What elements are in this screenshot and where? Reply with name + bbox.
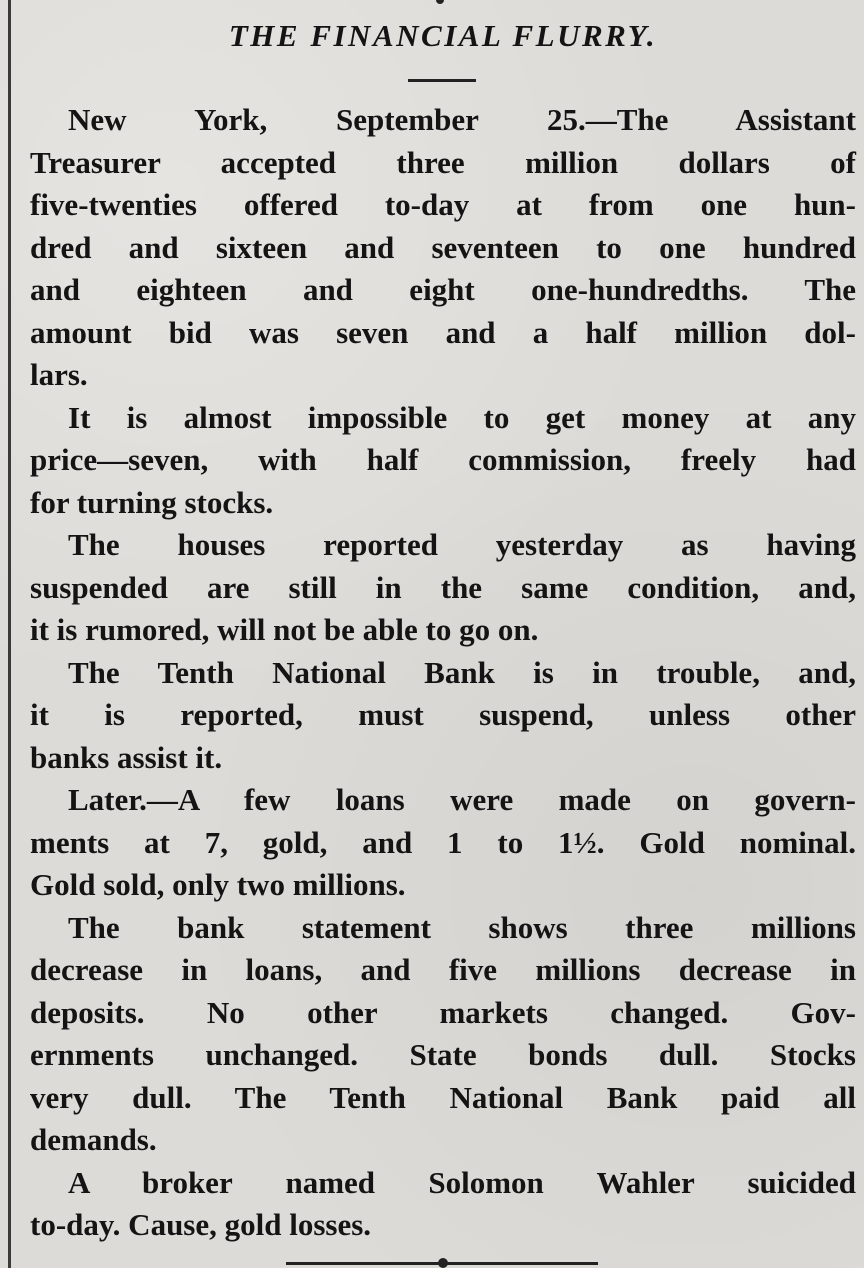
text-line: ernments unchanged. State bonds dull. Stocks	[30, 1037, 856, 1072]
headline-divider	[408, 79, 476, 82]
text-line: lars.	[30, 357, 88, 392]
text-line: five-twenties offered to-day at from one hun-	[30, 187, 856, 222]
text-line: New York, September 25.—The Assistant	[68, 102, 856, 137]
text-line: decrease in loans, and five millions decrease in	[30, 952, 856, 987]
text-line: to-day. Cause, gold losses.	[30, 1207, 372, 1242]
paragraph	[30, 907, 856, 1162]
paragraph	[30, 1162, 856, 1247]
paragraph	[30, 397, 856, 525]
paragraph	[30, 524, 856, 652]
text-line: demands.	[30, 1122, 157, 1157]
text-line: The houses reported yesterday as having	[68, 527, 856, 562]
text-line: price—seven, with half commission, freely had	[30, 442, 856, 477]
text-line: Later.—A few loans were made on govern-	[68, 782, 856, 817]
paragraph	[30, 652, 856, 780]
text-line: Gold sold, only two millions.	[30, 867, 406, 902]
text-line: The Tenth National Bank is in trouble, and,	[68, 654, 856, 690]
text-line: dred and sixteen and seventeen to one hundred	[30, 229, 856, 265]
text-line: banks assist it.	[30, 739, 223, 775]
text-line: it is reported, must suspend, unless other	[30, 697, 856, 732]
text-line: suspended are still in the same condition, and,	[30, 569, 856, 605]
top-ornament	[436, 0, 444, 4]
text-line: A broker named Solomon Wahler suicided	[68, 1164, 856, 1200]
text-line: Treasurer accepted three million dollars of	[30, 144, 856, 180]
text-line: amount bid was seven and a half million dol-	[30, 314, 856, 350]
headline: THE FINANCIAL FLURRY.	[228, 18, 658, 53]
text-line: ments at 7, gold, and 1 to 1½. Gold nominal.	[30, 824, 856, 860]
paragraph	[30, 99, 856, 397]
text-line: very dull. The Tenth National Bank paid all	[30, 1079, 856, 1115]
text-line: it is rumored, will not be able to go on.	[30, 612, 539, 647]
text-line: The bank statement shows three millions	[68, 909, 856, 945]
text-line: and eighteen and eight one-hundredths. The	[30, 272, 856, 307]
paragraph	[30, 779, 856, 907]
footer-ornament	[438, 1258, 448, 1268]
text-line: for turning stocks.	[30, 484, 274, 520]
text-line: deposits. No other markets changed. Gov-	[30, 994, 856, 1030]
column-rule	[8, 0, 11, 1268]
text-line: It is almost impossible to get money at any	[68, 399, 856, 435]
article-body	[30, 99, 856, 1247]
